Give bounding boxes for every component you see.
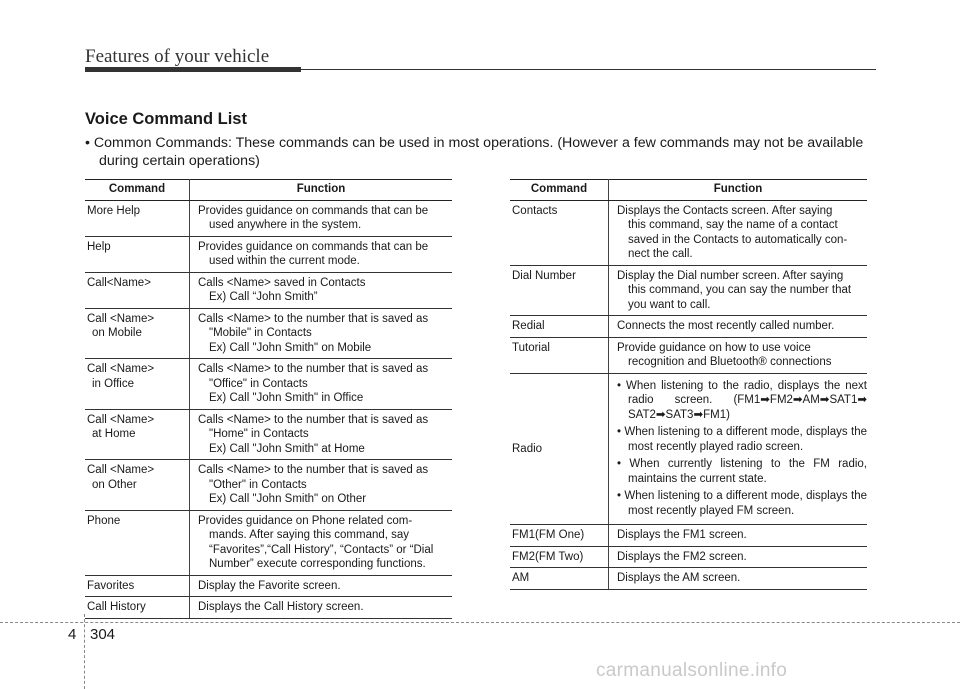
column-header-function: Function — [190, 180, 453, 201]
command-text: on Mobile — [92, 327, 142, 339]
table-row — [85, 272, 452, 308]
function-cell — [190, 200, 453, 236]
bullet-text: When listening to a different mode, displays the most recently played radio screen. — [624, 426, 867, 453]
function-text: Ex) Call "John Smith" at Home — [209, 442, 365, 455]
command-table-right — [510, 179, 867, 590]
function-text: "Home" in Contacts — [209, 428, 309, 440]
command-text: at Home — [92, 428, 136, 440]
table-row — [85, 510, 452, 575]
function-text: Calls <Name> to the number that is saved as — [198, 363, 429, 375]
table-row-radio — [510, 373, 867, 525]
function-text: Provides guidance on Phone related com- — [198, 514, 413, 527]
function-cell — [609, 568, 868, 590]
command-text: Favorites — [87, 579, 135, 592]
function-text: this command, you can say the number that — [628, 284, 852, 296]
command-cell — [85, 272, 190, 308]
function-text: Ex) Call "John Smith" in Office — [209, 392, 364, 404]
command-text: Call <Name> — [87, 363, 155, 375]
table-row — [85, 460, 452, 511]
page-number: 304 — [90, 626, 116, 643]
function-text: Displays the FM1 screen. — [617, 529, 747, 541]
function-text: Calls <Name> saved in Contacts — [198, 276, 366, 289]
table-row — [85, 236, 452, 272]
function-cell — [609, 337, 868, 373]
function-text: Display the Favorite screen. — [198, 579, 341, 592]
command-cell — [85, 460, 190, 511]
command-cell: Contacts — [510, 200, 609, 265]
function-cell — [190, 575, 453, 597]
table-row — [85, 409, 452, 460]
function-cell — [190, 460, 453, 511]
function-text: Displays the Call History screen. — [198, 601, 364, 613]
command-text: Call <Name> — [87, 413, 155, 426]
section-title: Voice Command List — [85, 110, 247, 128]
function-text: saved in the Contacts to automatically con- — [628, 233, 848, 246]
function-cell — [609, 200, 868, 265]
function-cell — [609, 316, 868, 338]
command-text: Call<Name> — [87, 276, 151, 289]
page-header-title: Features of your vehicle — [85, 46, 270, 67]
function-text: "Mobile" in Contacts — [209, 327, 312, 339]
function-text: "Office" in Contacts — [209, 377, 308, 390]
command-cell — [85, 510, 190, 575]
function-text: you want to call. — [628, 298, 711, 311]
footer-rule — [0, 622, 960, 623]
function-cell — [190, 510, 453, 575]
table-row — [85, 597, 452, 619]
command-cell: Redial — [510, 316, 609, 338]
command-text: More Help — [87, 204, 141, 217]
table-row — [85, 308, 452, 359]
function-text: Displays the AM screen. — [617, 572, 741, 584]
table-row — [510, 200, 867, 265]
bullet-marker: • — [617, 458, 630, 470]
radio-bullet — [617, 425, 867, 454]
command-cell: Dial Number — [510, 265, 609, 316]
bullet-marker: • — [617, 379, 627, 392]
radio-bullet — [617, 379, 867, 423]
command-cell — [85, 308, 190, 359]
function-text: Provides guidance on commands that can be — [198, 204, 429, 217]
function-text: Ex) Call “John Smith” — [209, 291, 318, 303]
function-text: "Other" in Contacts — [209, 478, 307, 491]
function-cell — [190, 597, 453, 619]
function-text: Number” execute corresponding functions. — [209, 558, 426, 570]
command-cell — [85, 359, 190, 410]
function-text: Ex) Call "John Smith" on Other — [209, 493, 367, 505]
bullet-marker: • — [617, 490, 625, 502]
function-text: Calls <Name> to the number that is saved as — [198, 464, 429, 476]
function-text: used within the current mode. — [209, 255, 360, 267]
command-cell — [85, 575, 190, 597]
function-cell — [609, 265, 868, 316]
command-text: Help — [87, 240, 111, 253]
command-cell — [85, 236, 190, 272]
command-text: Call <Name> — [87, 464, 155, 476]
command-text: Call History — [87, 601, 146, 613]
column-header-command: Command — [85, 180, 190, 201]
radio-bullet — [617, 489, 867, 518]
function-text: used anywhere in the system. — [209, 219, 362, 231]
command-cell — [85, 597, 190, 619]
command-cell: AM — [510, 568, 609, 590]
function-cell — [190, 308, 453, 359]
command-cell: Tutorial — [510, 337, 609, 373]
function-cell — [609, 525, 868, 547]
header-rule-thick — [85, 67, 301, 72]
table-row — [510, 337, 867, 373]
function-text: Ex) Call "John Smith" on Mobile — [209, 341, 372, 354]
function-text: Provides guidance on commands that can be — [198, 240, 429, 253]
function-cell — [609, 373, 868, 525]
chapter-number: 4 — [68, 626, 77, 643]
table-header-row — [85, 180, 452, 201]
function-text: “Favorites”,“Call History”, “Contacts” or “Dial — [209, 543, 434, 556]
command-text: in Office — [92, 377, 134, 390]
table-row — [510, 525, 867, 547]
table-row — [510, 568, 867, 590]
command-text: Phone — [87, 514, 121, 527]
table-row — [510, 316, 867, 338]
table-row — [510, 265, 867, 316]
function-cell — [190, 359, 453, 410]
function-text: Displays the Contacts screen. After saying — [617, 204, 833, 217]
table-row — [85, 359, 452, 410]
watermark: carmanualsonline.info — [596, 660, 788, 681]
function-text: Calls <Name> to the number that is saved as — [198, 413, 429, 426]
command-text: on Other — [92, 478, 137, 491]
function-cell — [190, 236, 453, 272]
intro-paragraph: • Common Commands: These commands can be used in most operations. (However a few commands may not be available during certain operations) — [85, 135, 864, 169]
function-cell — [190, 272, 453, 308]
function-cell — [190, 409, 453, 460]
command-text: Call <Name> — [87, 312, 155, 325]
column-header-function: Function — [609, 180, 868, 201]
function-text: this command, say the name of a contact — [628, 219, 838, 231]
table-header-row — [510, 180, 867, 201]
footer-divider — [84, 614, 85, 689]
command-cell — [85, 409, 190, 460]
command-cell: FM2(FM Two) — [510, 546, 609, 568]
table-row — [510, 546, 867, 568]
command-cell: Radio — [510, 373, 609, 525]
command-table-left — [85, 179, 452, 619]
function-text: Calls <Name> to the number that is saved as — [198, 312, 429, 325]
function-text: Provide guidance on how to use voice — [617, 341, 811, 354]
bullet-text: When currently listening to the FM radio, maintains the current state. — [628, 458, 867, 485]
function-text: Connects the most recently called number. — [617, 320, 835, 332]
table-row — [85, 200, 452, 236]
bullet-marker: • — [617, 426, 625, 438]
header-rule-thin — [301, 69, 876, 70]
column-header-command: Command — [510, 180, 609, 201]
function-text: nect the call. — [628, 248, 693, 260]
function-text: recognition and Bluetooth® connections — [628, 356, 832, 368]
function-cell — [609, 546, 868, 568]
command-cell — [85, 200, 190, 236]
function-text: Displays the FM2 screen. — [617, 550, 747, 563]
bullet-text: When listening to the radio, displays the next radio screen. (FM1➡FM2➡AM➡SAT1➡ SAT2➡SAT3➡FM1) — [626, 379, 867, 421]
function-text: mands. After saying this command, say — [209, 529, 410, 541]
bullet-text: When listening to a different mode, displays the most recently played FM screen. — [624, 490, 867, 517]
radio-bullet — [617, 457, 867, 486]
table-row — [85, 575, 452, 597]
function-text: Display the Dial number screen. After saying — [617, 269, 844, 282]
command-cell: FM1(FM One) — [510, 525, 609, 547]
